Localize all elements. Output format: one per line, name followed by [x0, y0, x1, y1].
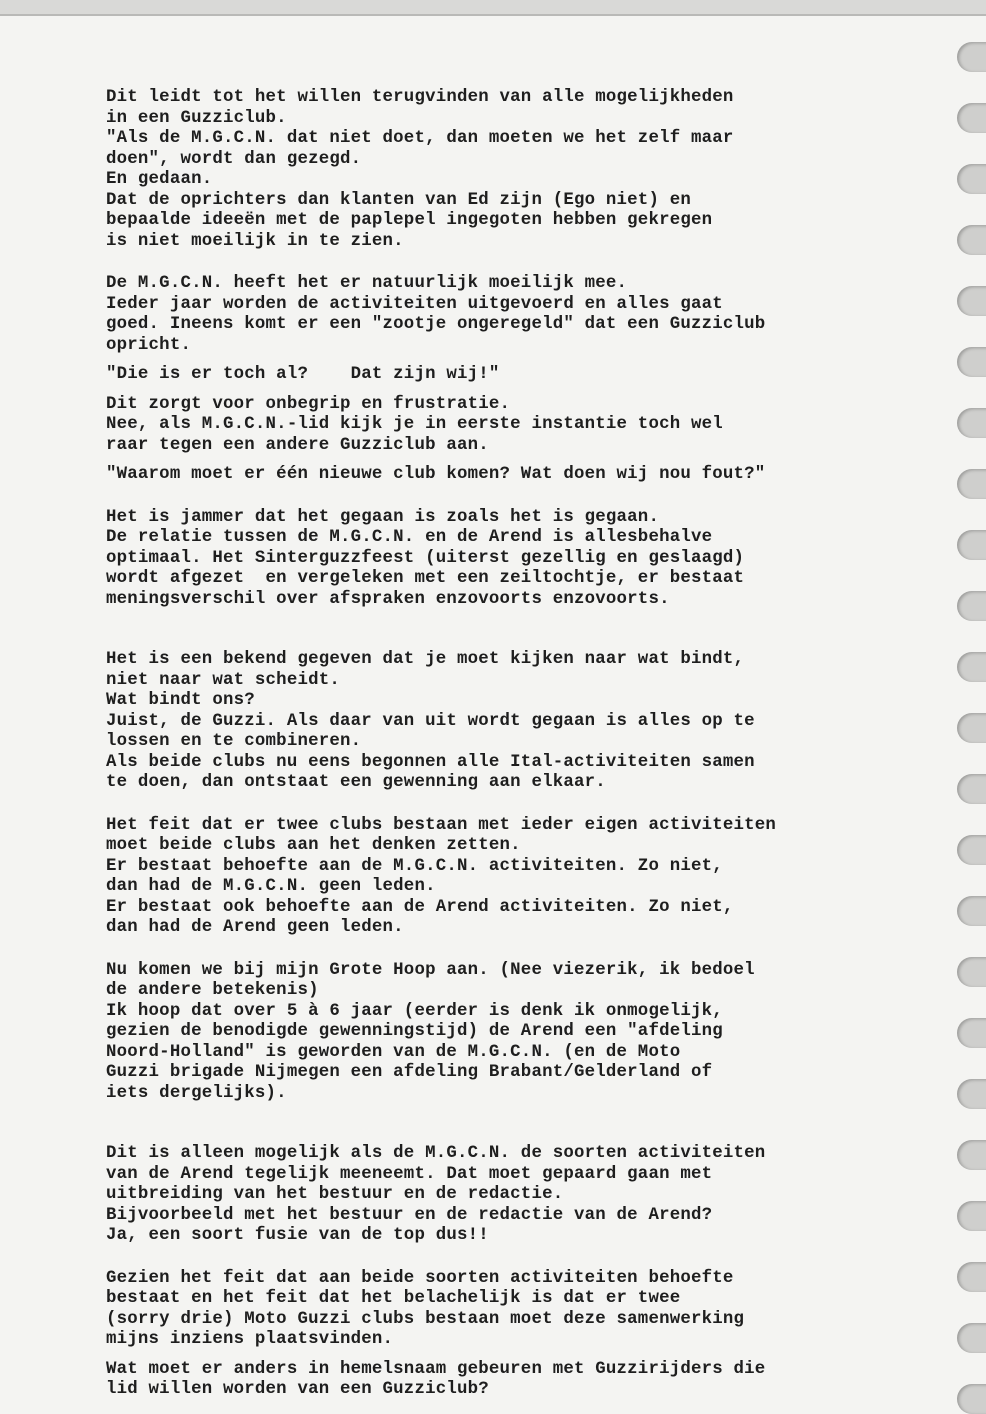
text-line: Ieder jaar worden de activiteiten uitgevoerd en alles gaat	[106, 294, 723, 314]
binder-hole	[957, 225, 986, 255]
text-line: iets dergelijks).	[106, 1083, 287, 1103]
text-line: bestaat en het feit dat het belachelijk is dat er twee	[106, 1289, 681, 1308]
text-line: Wat moet er anders in hemelsnaam gebeuren met Guzzirijders die	[106, 1359, 766, 1379]
paragraph-gap	[106, 386, 906, 395]
text-line: En gedaan.	[106, 170, 213, 189]
paragraph	[106, 650, 906, 794]
text-line: Ja, een soort fusie van de top dus!!	[106, 1226, 489, 1245]
binder-hole	[957, 652, 986, 682]
text-line: raar tegen een andere Guzziclub aan.	[106, 435, 489, 455]
text-line: "Als de M.G.C.N. dat niet doet, dan moeten we het zelf maar	[106, 129, 734, 148]
text-line: Dat de oprichters dan klanten van Ed zijn (Ego niet) en	[106, 190, 691, 210]
paragraph-gap	[106, 1351, 906, 1360]
text-line: lid willen worden van een Guzziclub?	[106, 1380, 489, 1399]
text-line: is niet moeilijk in te zien.	[106, 231, 404, 251]
text-line: De relatie tussen de M.G.C.N. en de Arend is allesbehalve	[106, 528, 713, 547]
text-line: dan had de Arend geen leden.	[106, 918, 404, 937]
paragraph-gap	[106, 456, 906, 465]
text-line: Dit zorgt voor onbegrip en frustratie.	[106, 394, 511, 414]
paragraph	[106, 508, 906, 611]
text-line: "Waarom moet er één nieuwe club komen? Wat doen wij nou fout?"	[106, 465, 766, 484]
binder-hole	[957, 1262, 986, 1292]
text-line: Gezien het feit dat aan beide soorten activiteiten behoefte	[106, 1268, 734, 1288]
text-line: Dit leidt tot het willen terugvinden van alle mogelijkheden	[106, 88, 734, 107]
binder-hole	[957, 408, 986, 438]
binder-hole	[957, 835, 986, 865]
binder-hole	[957, 530, 986, 560]
text-line: bepaalde ideeën met de paplepel ingegoten hebben gekregen	[106, 211, 713, 230]
paragraph	[106, 816, 906, 939]
text-line: gezien de benodigde gewenningstijd) de Arend een "afdeling	[106, 1022, 723, 1041]
binder-hole	[957, 591, 986, 621]
text-line: Bijvoorbeeld met het bestuur en de redactie van de Arend?	[106, 1205, 713, 1225]
paragraph-gap	[106, 486, 906, 508]
text-line: uitbreiding van het bestuur en de redactie.	[106, 1185, 564, 1204]
paragraph	[106, 1360, 906, 1401]
text-line: lossen en te combineren.	[106, 732, 362, 751]
typed-letter-body	[106, 88, 906, 1401]
binder-hole	[957, 1323, 986, 1353]
text-line: goed. Ineens komt er een "zootje ongeregeld" dat een Guzziclub	[106, 315, 766, 334]
text-line: wordt afgezet en vergeleken met een zeiltochtje, er bestaat	[106, 569, 745, 588]
paragraph	[106, 1144, 906, 1247]
paragraph	[106, 465, 906, 486]
binder-hole	[957, 286, 986, 316]
binder-hole	[957, 164, 986, 194]
paragraph-gap	[106, 1104, 906, 1144]
binder-hole	[957, 896, 986, 926]
text-line: Guzzi brigade Nijmegen een afdeling Brabant/Gelderland of	[106, 1063, 713, 1082]
text-line: van de Arend tegelijk meeneemt. Dat moet gepaard gaan met	[106, 1164, 713, 1184]
text-line: Dit is alleen mogelijk als de M.G.C.N. de soorten activiteiten	[106, 1144, 766, 1163]
text-line: Het feit dat er twee clubs bestaan met ieder eigen activiteiten	[106, 815, 777, 835]
text-line: Het is jammer dat het gegaan is zoals het is gegaan.	[106, 507, 660, 527]
text-line: moet beide clubs aan het denken zetten.	[106, 836, 521, 855]
binder-hole	[957, 1079, 986, 1109]
binder-hole	[957, 1384, 986, 1414]
text-line: Ik hoop dat over 5 à 6 jaar (eerder is denk ik onmogelijk,	[106, 1001, 723, 1021]
binder-hole	[957, 103, 986, 133]
paragraph	[106, 88, 906, 252]
text-line: "Die is er toch al? Dat zijn wij!"	[106, 365, 500, 384]
paragraph-gap	[106, 1247, 906, 1269]
binder-hole	[957, 1018, 986, 1048]
paragraph-gap	[106, 794, 906, 816]
text-line: niet naar wat scheidt.	[106, 670, 340, 690]
text-line: dan had de M.G.C.N. geen leden.	[106, 877, 436, 896]
scan-top-edge	[0, 0, 986, 14]
binder-hole	[957, 1140, 986, 1170]
paragraph	[106, 365, 906, 386]
paragraph	[106, 274, 906, 356]
text-line: Er bestaat ook behoefte aan de Arend activiteiten. Zo niet,	[106, 897, 734, 917]
text-line: opricht.	[106, 335, 192, 355]
text-line: de andere betekenis)	[106, 981, 319, 1000]
text-line: De M.G.C.N. heeft het er natuurlijk moeilijk mee.	[106, 274, 628, 293]
text-line: te doen, dan ontstaat een gewenning aan elkaar.	[106, 773, 606, 792]
paragraph-gap	[106, 610, 906, 650]
text-line: Wat bindt ons?	[106, 691, 255, 710]
text-line: Het is een bekend gegeven dat je moet kijken naar wat bindt,	[106, 650, 745, 669]
text-line: Juist, de Guzzi. Als daar van uit wordt gegaan is alles op te	[106, 711, 755, 731]
paragraph-gap	[106, 356, 906, 365]
binder-hole	[957, 347, 986, 377]
binder-hole	[957, 42, 986, 72]
paragraph-gap	[106, 939, 906, 961]
text-line: (sorry drie) Moto Guzzi clubs bestaan moet deze samenwerking	[106, 1309, 745, 1329]
paragraph	[106, 1269, 906, 1351]
paragraph-gap	[106, 252, 906, 274]
text-line: in een Guzziclub.	[106, 108, 287, 128]
text-line: mijns inziens plaatsvinden.	[106, 1330, 394, 1349]
text-line: Nu komen we bij mijn Grote Hoop aan. (Nee viezerik, ik bedoel	[106, 960, 755, 980]
paragraph	[106, 395, 906, 457]
text-line: Noord-Holland" is geworden van de M.G.C.N. (en de Moto	[106, 1042, 681, 1062]
binder-hole	[957, 469, 986, 499]
paragraph	[106, 961, 906, 1105]
text-line: meningsverschil over afspraken enzovoorts enzovoorts.	[106, 589, 670, 609]
binder-hole	[957, 774, 986, 804]
text-line: optimaal. Het Sinterguzzfeest (uiterst gezellig en geslaagd)	[106, 548, 745, 568]
binder-hole	[957, 957, 986, 987]
binder-hole	[957, 713, 986, 743]
text-line: doen", wordt dan gezegd.	[106, 149, 362, 169]
scan-top-line	[0, 14, 986, 16]
binder-hole	[957, 1201, 986, 1231]
text-line: Nee, als M.G.C.N.-lid kijk je in eerste instantie toch wel	[106, 415, 723, 434]
text-line: Als beide clubs nu eens begonnen alle Ital-activiteiten samen	[106, 752, 755, 772]
text-line: Er bestaat behoefte aan de M.G.C.N. activiteiten. Zo niet,	[106, 856, 723, 876]
